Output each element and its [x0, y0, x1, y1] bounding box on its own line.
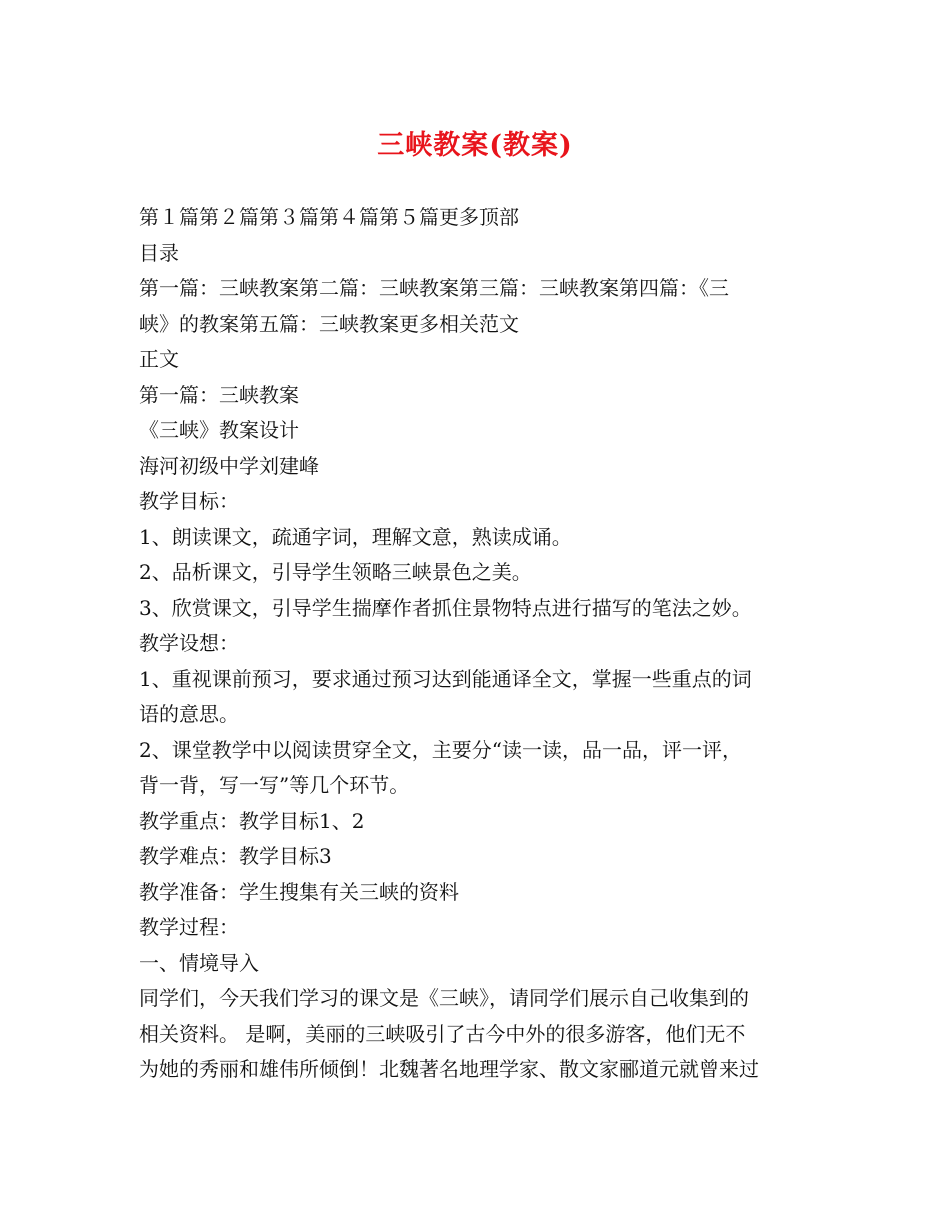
paragraph-line: 相关资料。 是啊，美丽的三峡吸引了古今中外的很多游客，他们无不 [139, 1021, 746, 1046]
paragraph-line: 教学目标： [139, 489, 239, 513]
paragraph-line: 教学难点：教学目标3 [139, 844, 332, 868]
paragraph-line: 教学过程： [139, 915, 239, 939]
toc-line: 峡》的教案第五篇：三峡教案更多相关范文 [139, 311, 519, 336]
body-heading: 正文 [139, 347, 179, 371]
paragraph-line: 为她的秀丽和雄伟所倾倒！北魏著名地理学家、散文家郦道元就曾来过 [139, 1057, 759, 1081]
paragraph-line: 《三峡》教案设计 [139, 418, 299, 442]
paragraph-line: 教学设想： [139, 631, 239, 655]
paragraph-line: 同学们，今天我们学习的课文是《三峡》，请同学们展示自己收集到的 [139, 986, 749, 1010]
paragraph-line: 海河初级中学刘建峰 [139, 453, 319, 478]
paragraph-line: 背一背，写一写”等几个环节。 [139, 773, 410, 797]
section-heading: 第一篇：三峡教案 [139, 382, 299, 407]
paragraph-line: 3、欣赏课文，引导学生揣摩作者抓住景物特点进行描写的笔法之妙。 [139, 595, 752, 620]
paragraph-line: 一、情境导入 [139, 950, 259, 975]
toc-heading: 目录 [139, 240, 179, 265]
paragraph-line: 2、课堂教学中以阅读贯穿全文，主要分“读一读，品一品，评一评， [139, 737, 742, 762]
paragraph-line: 教学准备：学生搜集有关三峡的资料 [139, 879, 459, 904]
nav-line: 第１篇第２篇第３篇第４篇第５篇更多顶部 [139, 205, 519, 229]
paragraph-line: 语的意思。 [139, 702, 239, 726]
paragraph-line: 2、品析课文，引导学生领略三峡景色之美。 [139, 560, 532, 584]
paragraph-line: 1、重视课前预习，要求通过预习达到能通译全文，掌握一些重点的词 [139, 666, 752, 691]
toc-line: 第一篇：三峡教案第二篇：三峡教案第三篇：三峡教案第四篇：《三 [139, 276, 729, 300]
paragraph-line: 教学重点：教学目标1、2 [139, 808, 365, 833]
document-title: 三峡教案(教案) [377, 130, 573, 161]
document-body [139, 200, 819, 1088]
paragraph-line: 1、朗读课文，疏通字词，理解文意，熟读成诵。 [139, 524, 572, 549]
